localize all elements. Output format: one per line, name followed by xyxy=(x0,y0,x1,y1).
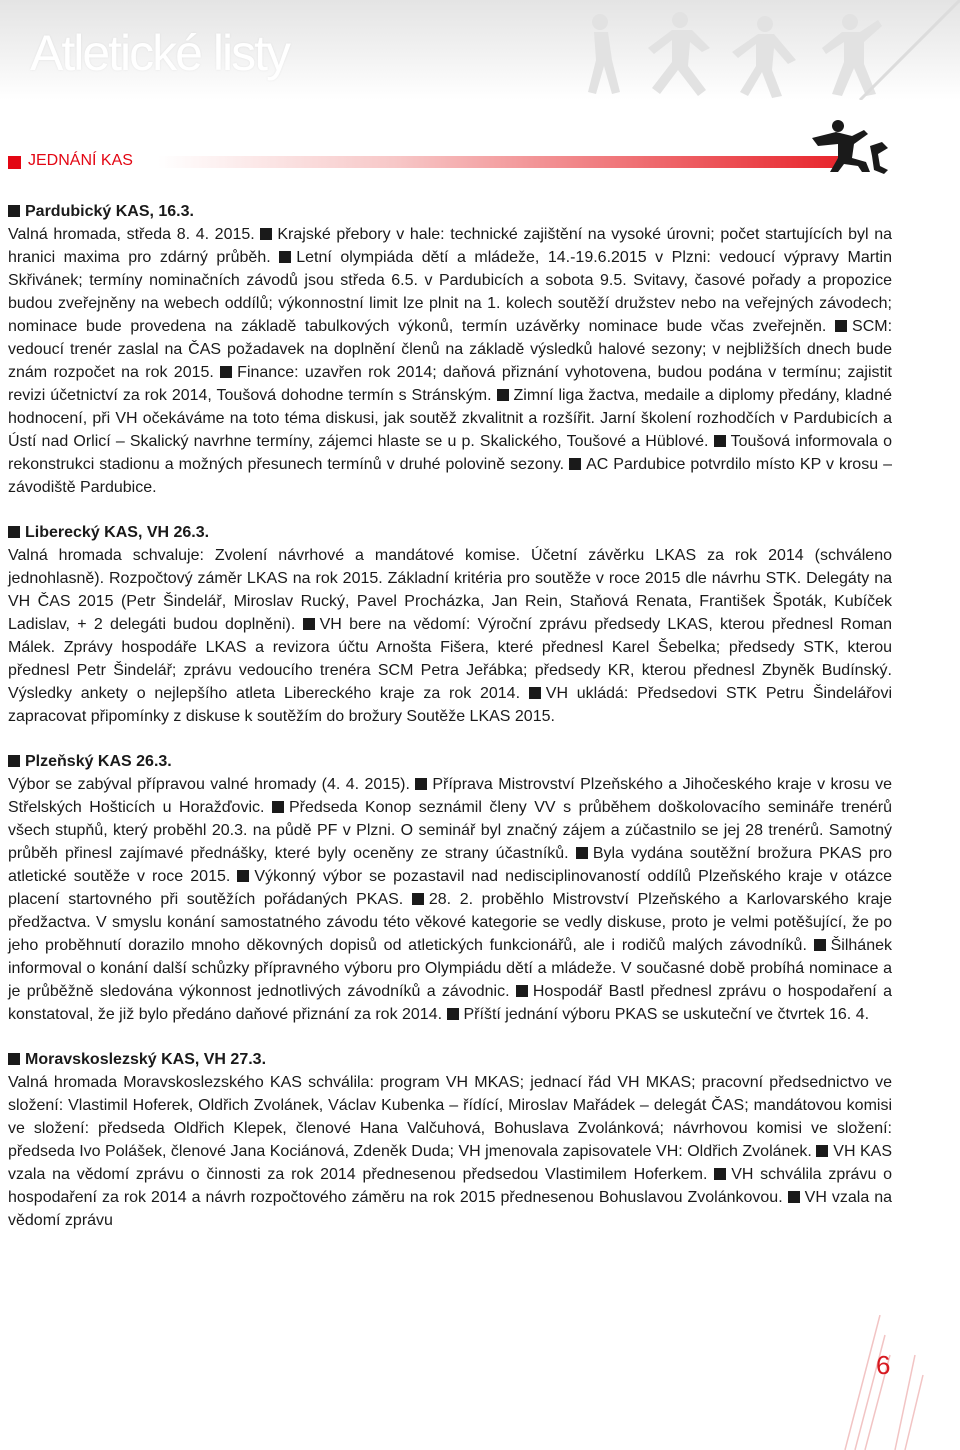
report-item: Byla vydána soutěžní brožura PKAS pro atletické soutěže v roce 2015. xyxy=(8,845,892,885)
report-item: Příprava Mistrovství Plzeňského a Jihočeského kraje v krosu ve Střelských Hošticích u Horažďovic. xyxy=(8,776,892,816)
report-heading-text: Moravskoslezský KAS, VH 27.3. xyxy=(25,1051,267,1068)
bullet-square-icon xyxy=(788,1191,800,1203)
bullet-square-icon xyxy=(497,389,509,401)
report-item: Šilhánek informoval o konání další schůzky přípravného výboru pro Olympiádu dětí a mládeže. V současné době probíhá nominace a je průběžně sledována výkonnost jednotlivých závodníků a závodnic. xyxy=(8,937,892,1000)
report-item: Zimní liga žactva, medaile a diplomy předány, kladné hodnocení, při VH očekáváme na toto téma diskusi, jak soutěž zkvalitnit a rozšířit. Jarní školení rozhodčích v Pardubicích a Ústí nad Orlicí – Skalický navrhne termíny, zájemci hlaste se u p. Skalického, Toušové a Hüblové. xyxy=(8,387,892,450)
bullet-square-icon xyxy=(816,1145,828,1157)
section-title: JEDNÁNÍ KAS xyxy=(28,152,139,170)
report-item: Výbor se zabýval přípravou valné hromady (4. 4. 2015). xyxy=(8,776,410,793)
report-block xyxy=(8,1048,892,1232)
bullet-square-icon xyxy=(814,939,826,951)
report-item: AC Pardubice potvrdilo místo KP v krosu – závodiště Pardubice. xyxy=(8,456,893,496)
report-block xyxy=(8,750,892,1026)
report-heading xyxy=(8,200,892,223)
report-body xyxy=(8,1071,892,1232)
report-item: Valná hromada Moravskoslezského KAS schválila: program VH MKAS; jednací řád VH MKAS; pracovní předsednictvo ve složení: Vlastimil Hoferek, Oldřich Zvolánek, Václav Kubenka – řídící, Miroslav Mařádek – delegát ČAS; mandátovou komisi ve složení: předseda Oldřich Klepek, členové Hana Valčuhová, Bohuslava Zvolánková; návrhovou komisi ve složení: předseda Ivo Polášek, členové Jana Kociánová, Zdeněk Duda; VH jmenovala zapisovatele VH: Oldřich Zvolánek. xyxy=(8,1074,892,1160)
report-heading xyxy=(8,750,892,773)
bullet-square-icon xyxy=(412,893,424,905)
report-item: VH schválila zprávu o hospodaření za rok 2014 a návrh rozpočtového záměru na rok 2015 přednesenou Bohuslavou Zvolánkovou. xyxy=(8,1166,893,1206)
bullet-square-icon xyxy=(8,755,20,767)
report-block xyxy=(8,521,892,728)
meeting-reports xyxy=(8,200,892,1254)
report-item: Výkonný výbor se pozastavil nad nedisciplinovaností oddílů Plzeňského kraje v otázce placení startovného při soutěžích pořádaných PKAS. xyxy=(8,868,892,908)
section-marker xyxy=(8,156,21,169)
page-number-ornament xyxy=(835,1315,925,1450)
bullet-square-icon xyxy=(569,458,581,470)
report-item: Valná hromada, středa 8. 4. 2015. xyxy=(8,226,255,243)
report-block xyxy=(8,200,892,499)
report-body xyxy=(8,544,892,728)
report-item: 28. 2. proběhlo Mistrovství Plzeňského a Karlovarského kraje předžactva. V smyslu konání samostatného závodu této věkové kategorie se vedly diskuse, proto je velmi potěšující, že po jeho proběhnutí dorazilo mnoho děkovných dopisů od atletických funkcionářů, ale i rodičů malých závodníků. xyxy=(8,891,892,954)
section-header xyxy=(8,152,888,174)
report-item: Toušová informovala o rekonstrukci stadionu a možných přesunech termínů v druhé polovině sezony. xyxy=(8,433,893,473)
report-item: VH KAS vzala na vědomí zprávu o činnosti za rok 2014 přednesenou předsedou Vlastimilem Hoferkem. xyxy=(8,1143,893,1183)
report-heading xyxy=(8,1048,892,1071)
bullet-square-icon xyxy=(714,1168,726,1180)
report-item: Předseda Konop seznámil členy VV s průběhem doškolovacího semináře trenérů všech stupňů, který proběhl 20.3. na půdě PF v Plzni. O seminář byl značný zájem a zúčastnilo se jej 28 trenérů. Samotný průběh přinesl zajímavé přednášky, které byly oceněny ze strany účastníků. xyxy=(8,799,892,862)
page-number: 6 xyxy=(876,1350,891,1380)
report-heading-text: Plzeňský KAS 26.3. xyxy=(25,753,172,770)
bullet-square-icon xyxy=(8,1053,20,1065)
bullet-square-icon xyxy=(447,1008,459,1020)
report-heading xyxy=(8,521,892,544)
report-item: VH vzala na vědomí zprávu xyxy=(8,1189,893,1229)
bullet-square-icon xyxy=(835,320,847,332)
bullet-square-icon xyxy=(237,870,249,882)
publication-title: Atletické listy xyxy=(30,25,289,81)
bullet-square-icon xyxy=(272,801,284,813)
runner-silhouette-icon xyxy=(808,118,892,174)
report-heading-text: Pardubický KAS, 16.3. xyxy=(25,203,194,220)
bullet-square-icon xyxy=(529,687,541,699)
report-body xyxy=(8,773,892,1026)
section-rule xyxy=(158,156,838,168)
report-body xyxy=(8,223,892,499)
report-item: Finance: uzavřen rok 2014; daňová přiznání vyhotovena, budou podána v termínu; zajistit revizi účetnictví za rok 2014, Toušová dohodne termín s Stránským. xyxy=(8,364,892,404)
report-item: Hospodář Bastl přednesl zprávu o hospodaření a konstatoval, že již bylo předáno daňové přiznání za rok 2014. xyxy=(8,983,892,1023)
report-item: SCM: vedoucí trenér zaslal na ČAS požadavek na doplnění členů na základě výsledků halové sezony; v nejbližších dnech bude znám rozpočet na rok 2015. xyxy=(8,318,893,381)
athletes-header-illustration xyxy=(560,0,960,100)
bullet-square-icon xyxy=(303,618,315,630)
bullet-square-icon xyxy=(8,526,20,538)
report-item: Valná hromada schvaluje: Zvolení návrhové a mandátové komise. Účetní závěrku LKAS za rok 2014 (schváleno jednohlasně). Rozpočtový záměr LKAS na rok 2015. Základní kritéria pro soutěže v roce 2015 dle návrhu STK. Delegáty na VH ČAS 2015 (Petr Šindelář, Miroslav Rucký, Pavel Procházka, Jan Rein, Staňová Renata, František Špoták, Kubíček Ladislav, + 2 delegáti budou doplněni). xyxy=(8,547,892,633)
bullet-square-icon xyxy=(516,985,528,997)
report-item: Krajské přebory v hale: technické zajištění na vysoké úrovni; počet startujících byl na hranici maxima pro zdárný průběh. xyxy=(8,226,893,266)
report-item: VH bere na vědomí: Výroční zprávu předsedy LKAS, kterou přednesl Roman Málek. Zprávy hospodáře LKAS a revizora účtu Arnošta Fišera, které přednesl Karel Šebelka; předsedy STK, kterou přednesl Petr Šindelář; zprávu vedoucího trenéra SCM Petra Jeřábka; předsedy KR, kterou přednesl Zbyněk Budínský. Výsledky ankety o nejlepšího atleta Libereckého kraje za rok 2014. xyxy=(8,616,892,702)
bullet-square-icon xyxy=(415,778,427,790)
bullet-square-icon xyxy=(279,251,291,263)
report-item: Příští jednání výboru PKAS se uskuteční ve čtvrtek 16. 4. xyxy=(463,1006,870,1023)
report-item: VH ukládá: Předsedovi STK Petru Šindelářovi zapracovat připomínky z diskuse k soutěžím do brožury Soutěže LKAS 2015. xyxy=(8,685,892,725)
bullet-square-icon xyxy=(260,228,272,240)
report-heading-text: Liberecký KAS, VH 26.3. xyxy=(25,524,210,541)
report-item: Letní olympiáda dětí a mládeže, 14.-19.6.2015 v Plzni: vedoucí výpravy Martin Skřivánek; termíny nominačních závodů jsou středa 6.5. v Pardubicích a sobota 9.5. Svitavy, časové pořady a propozice budou zveřejněny na webech oddílů; výkonnostní limit lze plnit na 1. kolech soutěží družstev nebo na veřejných závodech; nominace bude provedena na základě tabulkových výkonů, termín uzávěrky nominace bude včas zveřejněn. xyxy=(8,249,892,335)
bullet-square-icon xyxy=(576,847,588,859)
bullet-square-icon xyxy=(714,435,726,447)
bullet-square-icon xyxy=(8,205,20,217)
bullet-square-icon xyxy=(220,366,232,378)
